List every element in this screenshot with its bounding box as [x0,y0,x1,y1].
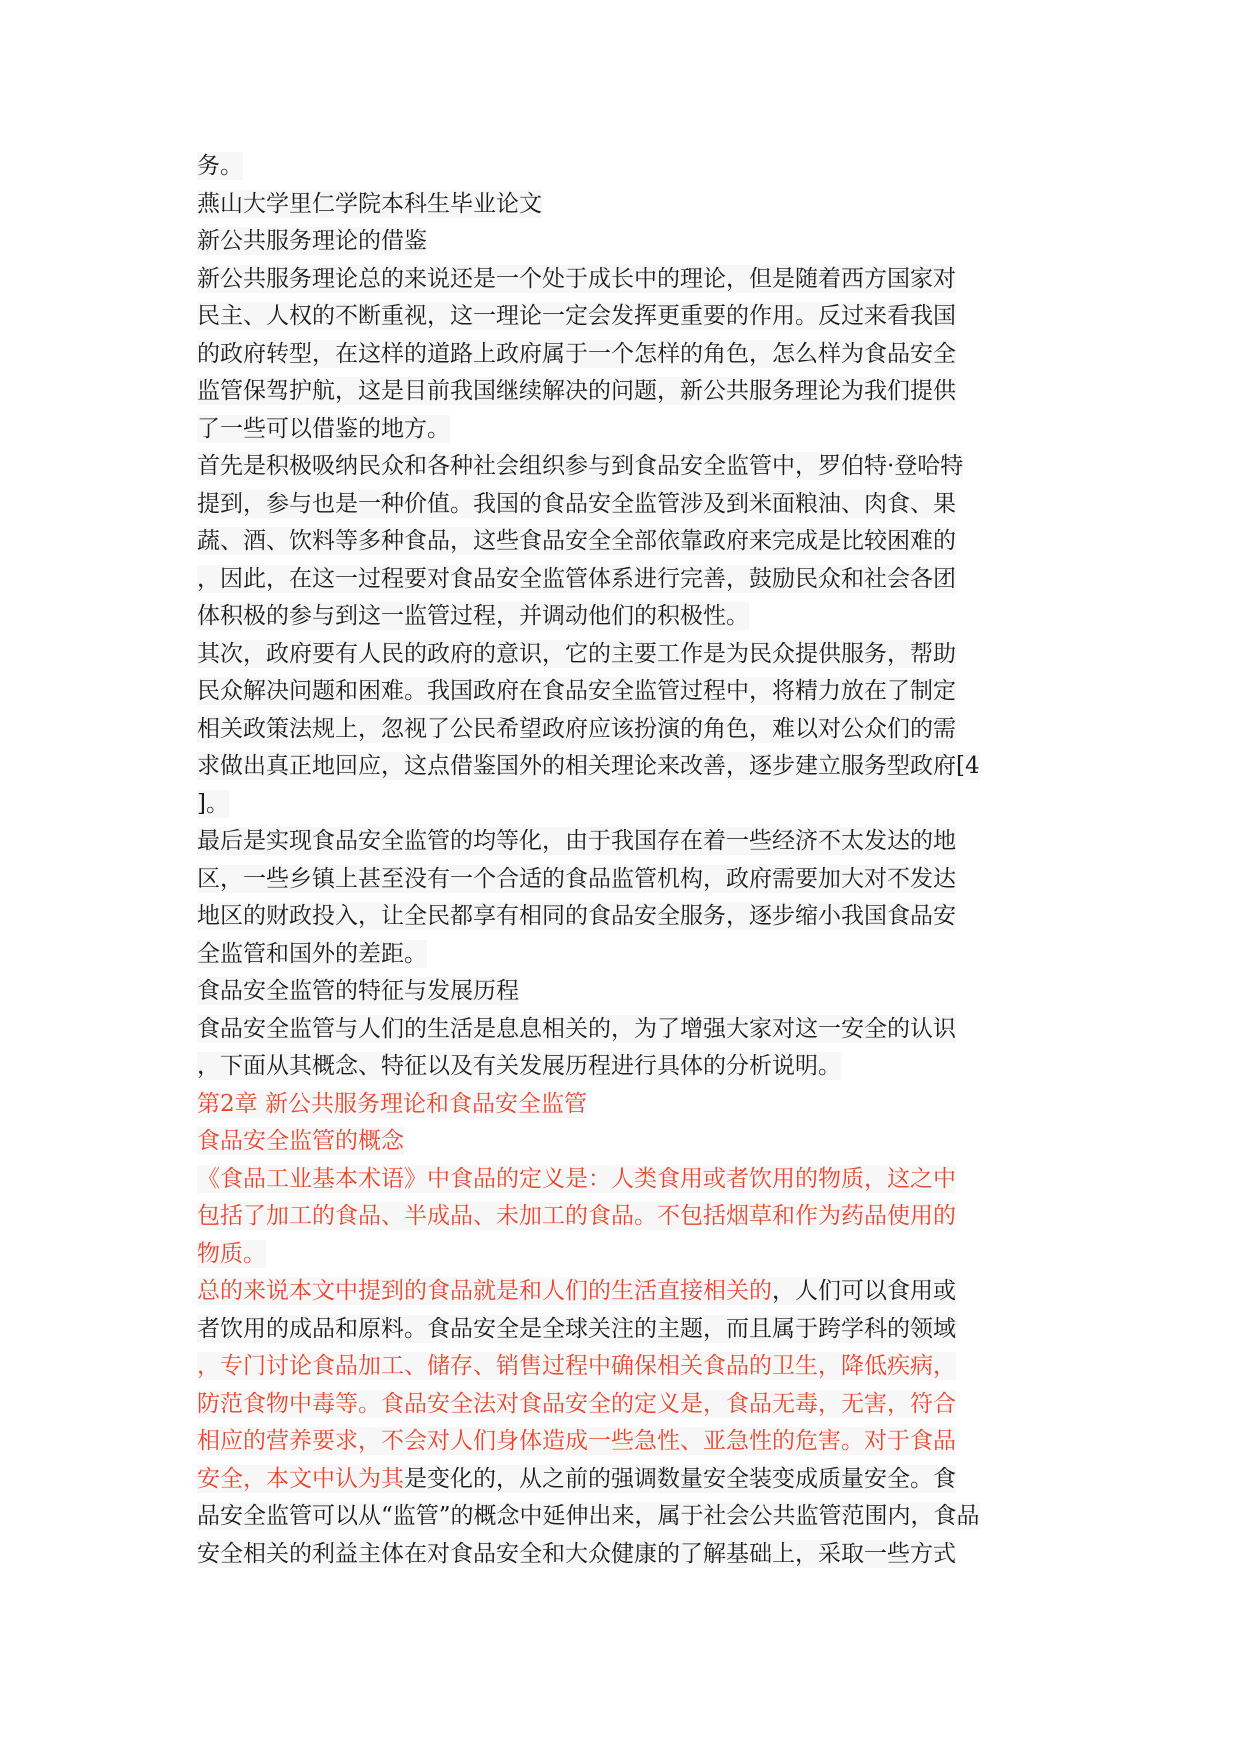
red-text-segment: 相应的营养要求，不会对人们身体造成一些急性、亚急性的危害。对于食品 [197,1428,956,1454]
text-segment: 蔬、酒、饮料等多种食品，这些食品安全全部依靠政府来完成是比较困难的 [197,528,956,554]
text-line [197,148,1057,186]
text-line-content [197,452,963,480]
text-segment: 民众解决问题和困难。我国政府在食品安全监管过程中，将精力放在了制定 [197,678,956,704]
text-line [197,1536,1057,1574]
text-segment: 的政府转型，在这样的道路上政府属于一个怎样的角色，怎么样为食品安全 [197,340,956,367]
text-line-content [197,640,956,668]
text-line-content [197,752,980,780]
text-line-content [197,1465,956,1493]
red-text-segment: 包括了加工的食品、半成品、未加工的食品。不包括烟草和作为药品使用的 [197,1203,956,1229]
text-segment: 燕山大学里仁学院本科生毕业论文 [197,190,542,217]
text-line [197,561,1057,599]
text-line-content [197,1127,404,1155]
text-line-content [197,940,427,968]
text-segment: 民主、人权的不断重视，这一理论一定会发挥更重要的作用。反过来看我国 [197,303,956,329]
text-line [197,261,1057,299]
text-line-content [197,790,229,818]
text-segment: 最后是实现食品安全监管的均等化，由于我国存在着一些经济不太发达的地 [197,828,956,854]
text-line-content [197,602,749,630]
text-line [197,523,1057,561]
text-line [197,1086,1057,1124]
text-line-content [197,902,956,930]
text-line [197,636,1057,674]
text-segment: 食品安全监管的特征与发展历程 [197,978,519,1004]
text-segment: 安全相关的利益主体在对食品安全和大众健康的了解基础上，采取一些方式 [197,1540,956,1567]
text-line-content [197,1165,956,1193]
text-line [197,936,1057,974]
text-line-content [197,415,450,443]
text-line-content [197,1502,980,1530]
text-segment: 监管保驾护航，这是目前我国继续解决的问题，新公共服务理论为我们提供 [197,378,956,404]
text-line [197,1236,1057,1274]
text-line-content [197,677,956,705]
text-segment: 首先是积极吸纳民众和各种社会组织参与到食品安全监管中，罗伯特·登哈特 [197,453,964,479]
text-line-content [197,152,243,180]
text-line-content [197,977,519,1005]
text-line [197,973,1057,1011]
text-line-content [197,527,956,555]
text-line-content [197,302,956,330]
text-line-content [197,227,427,255]
text-segment: ，因此，在这一过程要对食品安全监管体系进行完善，鼓励民众和社会各团 [197,565,956,592]
text-line-content [197,865,956,893]
text-line-content [197,565,956,593]
text-line-content [197,1240,266,1268]
text-line [197,1423,1057,1461]
document-body [197,148,1057,1573]
text-line [197,1048,1057,1086]
text-line [197,823,1057,861]
text-segment: 求做出真正地回应，这点借鉴国外的相关理论来改善，逐步建立服务型政府[4 [197,753,980,779]
text-line-content [197,190,542,218]
text-line [197,1386,1057,1424]
text-segment: 务。 [197,153,243,179]
text-line [197,1273,1057,1311]
text-line-content [197,340,956,368]
text-line [197,448,1057,486]
text-line-content [197,1390,956,1418]
text-segment: ，人们可以食用或 [772,1278,956,1304]
red-text-segment: 第2章 新公共服务理论和食品安全监管 [197,1090,587,1117]
text-segment: 品安全监管可以从“监管”的概念中延伸出来，属于社会公共监管范围内，食品 [197,1503,980,1529]
text-line [197,1348,1057,1386]
red-text-segment: 《食品工业基本术语》中食品的定义是：人类食用或者饮用的物质，这之中 [197,1165,956,1192]
text-segment: 体积极的参与到这一监管过程，并调动他们的积极性。 [197,603,749,629]
text-line-content [197,827,956,855]
text-line-content [197,1315,956,1343]
text-line [197,298,1057,336]
text-line-content [197,1427,956,1455]
text-line [197,223,1057,261]
text-line [197,411,1057,449]
text-segment: 区，一些乡镇上甚至没有一个合适的食品监管机构，政府需要加大对不发达 [197,865,956,892]
text-line [197,1498,1057,1536]
text-line-content [197,265,956,293]
text-segment: 是变化的，从之前的强调数量安全装变成质量安全。食 [404,1465,956,1492]
text-segment: ]。 [197,790,229,817]
text-line [197,1198,1057,1236]
text-segment: 者饮用的成品和原料。食品安全是全球关注的主题，而且属于跨学科的领域 [197,1315,956,1342]
text-segment: 地区的财政投入，让全民都享有相同的食品安全服务，逐步缩小我国食品安 [197,903,956,929]
text-line [197,748,1057,786]
text-line-content [197,1202,956,1230]
text-segment: ，下面从其概念、特征以及有关发展历程进行具体的分析说明。 [197,1053,841,1079]
red-text-segment: 总的来说本文中提到的食品就是和人们的生活直接相关的 [197,1278,772,1304]
red-text-segment: 安全，本文中认为其 [197,1465,404,1492]
text-line [197,598,1057,636]
text-line [197,373,1057,411]
text-segment: 新公共服务理论的借鉴 [197,228,427,254]
text-segment: 全监管和国外的差距。 [197,940,427,967]
text-line-content [197,1015,956,1043]
text-line [197,898,1057,936]
red-text-segment: 物质。 [197,1240,266,1267]
text-segment: 其次，政府要有人民的政府的意识，它的主要工作是为民众提供服务，帮助 [197,640,956,667]
text-line-content [197,1277,956,1305]
text-line [197,1011,1057,1049]
text-line [197,861,1057,899]
text-line-content [197,715,956,743]
text-segment: 提到，参与也是一种价值。我国的食品安全监管涉及到米面粮油、肉食、果 [197,490,956,517]
text-segment: 新公共服务理论总的来说还是一个处于成长中的理论，但是随着西方国家对 [197,265,956,292]
text-line [197,786,1057,824]
text-line [197,186,1057,224]
red-text-segment: 食品安全监管的概念 [197,1128,404,1154]
text-line [197,1461,1057,1499]
text-line [197,1161,1057,1199]
text-line [197,486,1057,524]
text-line [197,711,1057,749]
text-line-content [197,377,956,405]
red-text-segment: ，专门讨论食品加工、储存、销售过程中确保相关食品的卫生，降低疾病， [197,1353,956,1379]
text-line [197,1123,1057,1161]
text-line-content [197,1352,956,1380]
text-line-content [197,1052,841,1080]
text-segment: 相关政策法规上，忽视了公民希望政府应该扮演的角色，难以对公众们的需 [197,715,956,742]
text-line-content [197,1540,956,1568]
text-line-content [197,490,956,518]
text-line [197,336,1057,374]
text-line [197,673,1057,711]
text-segment: 食品安全监管与人们的生活是息息相关的，为了增强大家对这一安全的认识 [197,1015,956,1042]
text-line [197,1311,1057,1349]
text-line-content [197,1090,587,1118]
red-text-segment: 防范食物中毒等。食品安全法对食品安全的定义是，食品无毒，无害，符合 [197,1390,956,1417]
text-segment: 了一些可以借鉴的地方。 [197,415,450,442]
